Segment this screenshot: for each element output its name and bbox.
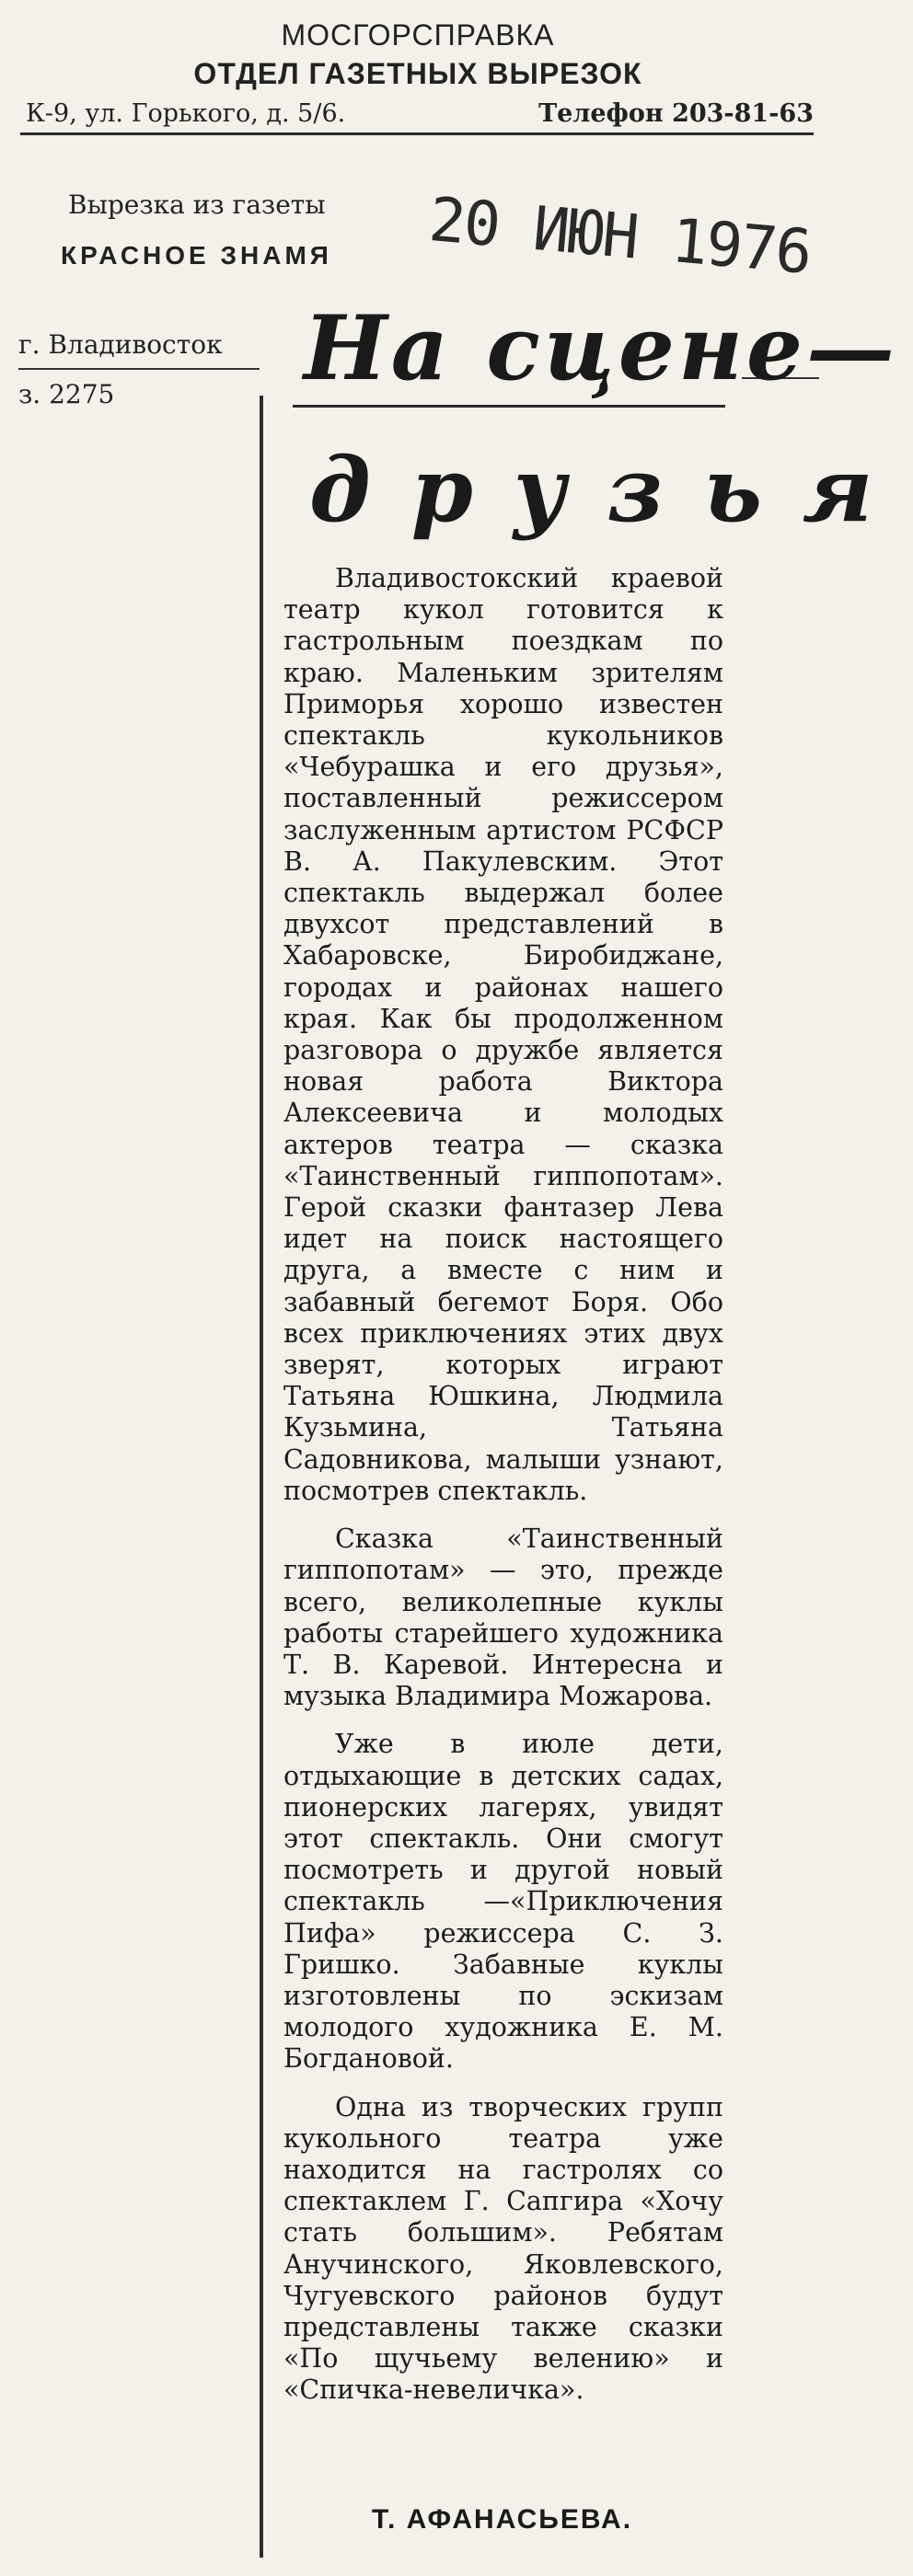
- article-author: Т. АФАНАСЬЕВА.: [372, 2504, 633, 2535]
- article-paragraph: Уже в июле дети, отдыхающие в детских садах, пионерских лагерях, увидят этот спектакль. Они смогут посмотреть и другой новый спектакль —«Приключения Пифа» режиссера С. З. Гришко. Забавные куклы изготовлены по эскизам молодого художника Е. М. Богдановой.: [283, 1729, 723, 2075]
- headline-divider: [293, 405, 725, 408]
- header-divider: [20, 132, 814, 135]
- clipping-source-label: Вырезка из газеты: [68, 190, 326, 220]
- article-body: [283, 563, 723, 2407]
- date-stamp: 20 ИЮН 1976: [426, 184, 814, 288]
- newspaper-city: г. Владивосток: [18, 329, 223, 360]
- column-rule: [260, 396, 263, 2558]
- issue-number: з. 2275: [18, 379, 115, 409]
- department-name: ОТДЕЛ ГАЗЕТНЫХ ВЫРЕЗОК: [193, 57, 642, 90]
- agency-name: МОСГОРСПРАВКА: [281, 18, 555, 52]
- article-paragraph: Одна из творческих групп кукольного театра уже находится на гастролях со спектаклем Г. Сапгира «Хочу стать большим». Ребятам Анучинского, Яковлевского, Чугуевского районов будут представлены также сказки «По щучьему велению» и «Спичка-невеличка».: [283, 2091, 723, 2406]
- headline-line-2: друзья: [309, 438, 913, 542]
- headline-line-1: На сцене—: [304, 296, 899, 400]
- city-divider: [18, 368, 260, 370]
- agency-phone: Телефон 203-81-63: [538, 99, 814, 128]
- article-paragraph: Сказка «Таинственный гиппопотам» — это, прежде всего, великолепные куклы работы старейшего художника Т. В. Каревой. Интересна и музыка Владимира Можарова.: [283, 1524, 723, 1712]
- article-paragraph: Владивостокский краевой театр кукол готовится к гастрольным поездкам по краю. Маленьким зрителям Приморья хорошо известен спектакль кукольников «Чебурашка и его друзья», поставленный режиссером заслуженным артистом РСФСР В. А. Пакулевским. Этот спектакль выдержал более двухсот представлений в Хабаровске, Биробиджане, городах и районах нашего края. Как бы продолженном разговора о дружбе является новая работа Виктора Алексеевича и молодых актеров театра — сказка «Таинственный гиппопотам». Герой сказки фантазер Лева идет на поиск настоящего друга, а вместе с ним и забавный бегемот Боря. Обо всех приключениях этих двух зверят, которых играют Татьяна Юшкина, Людмила Кузьмина, Татьяна Садовникова, малыши узнают, посмотрев спектакль.: [283, 563, 723, 1506]
- agency-address: К-9, ул. Горького, д. 5/6.: [26, 99, 346, 128]
- newspaper-name: КРАСНОЕ ЗНАМЯ: [61, 241, 332, 270]
